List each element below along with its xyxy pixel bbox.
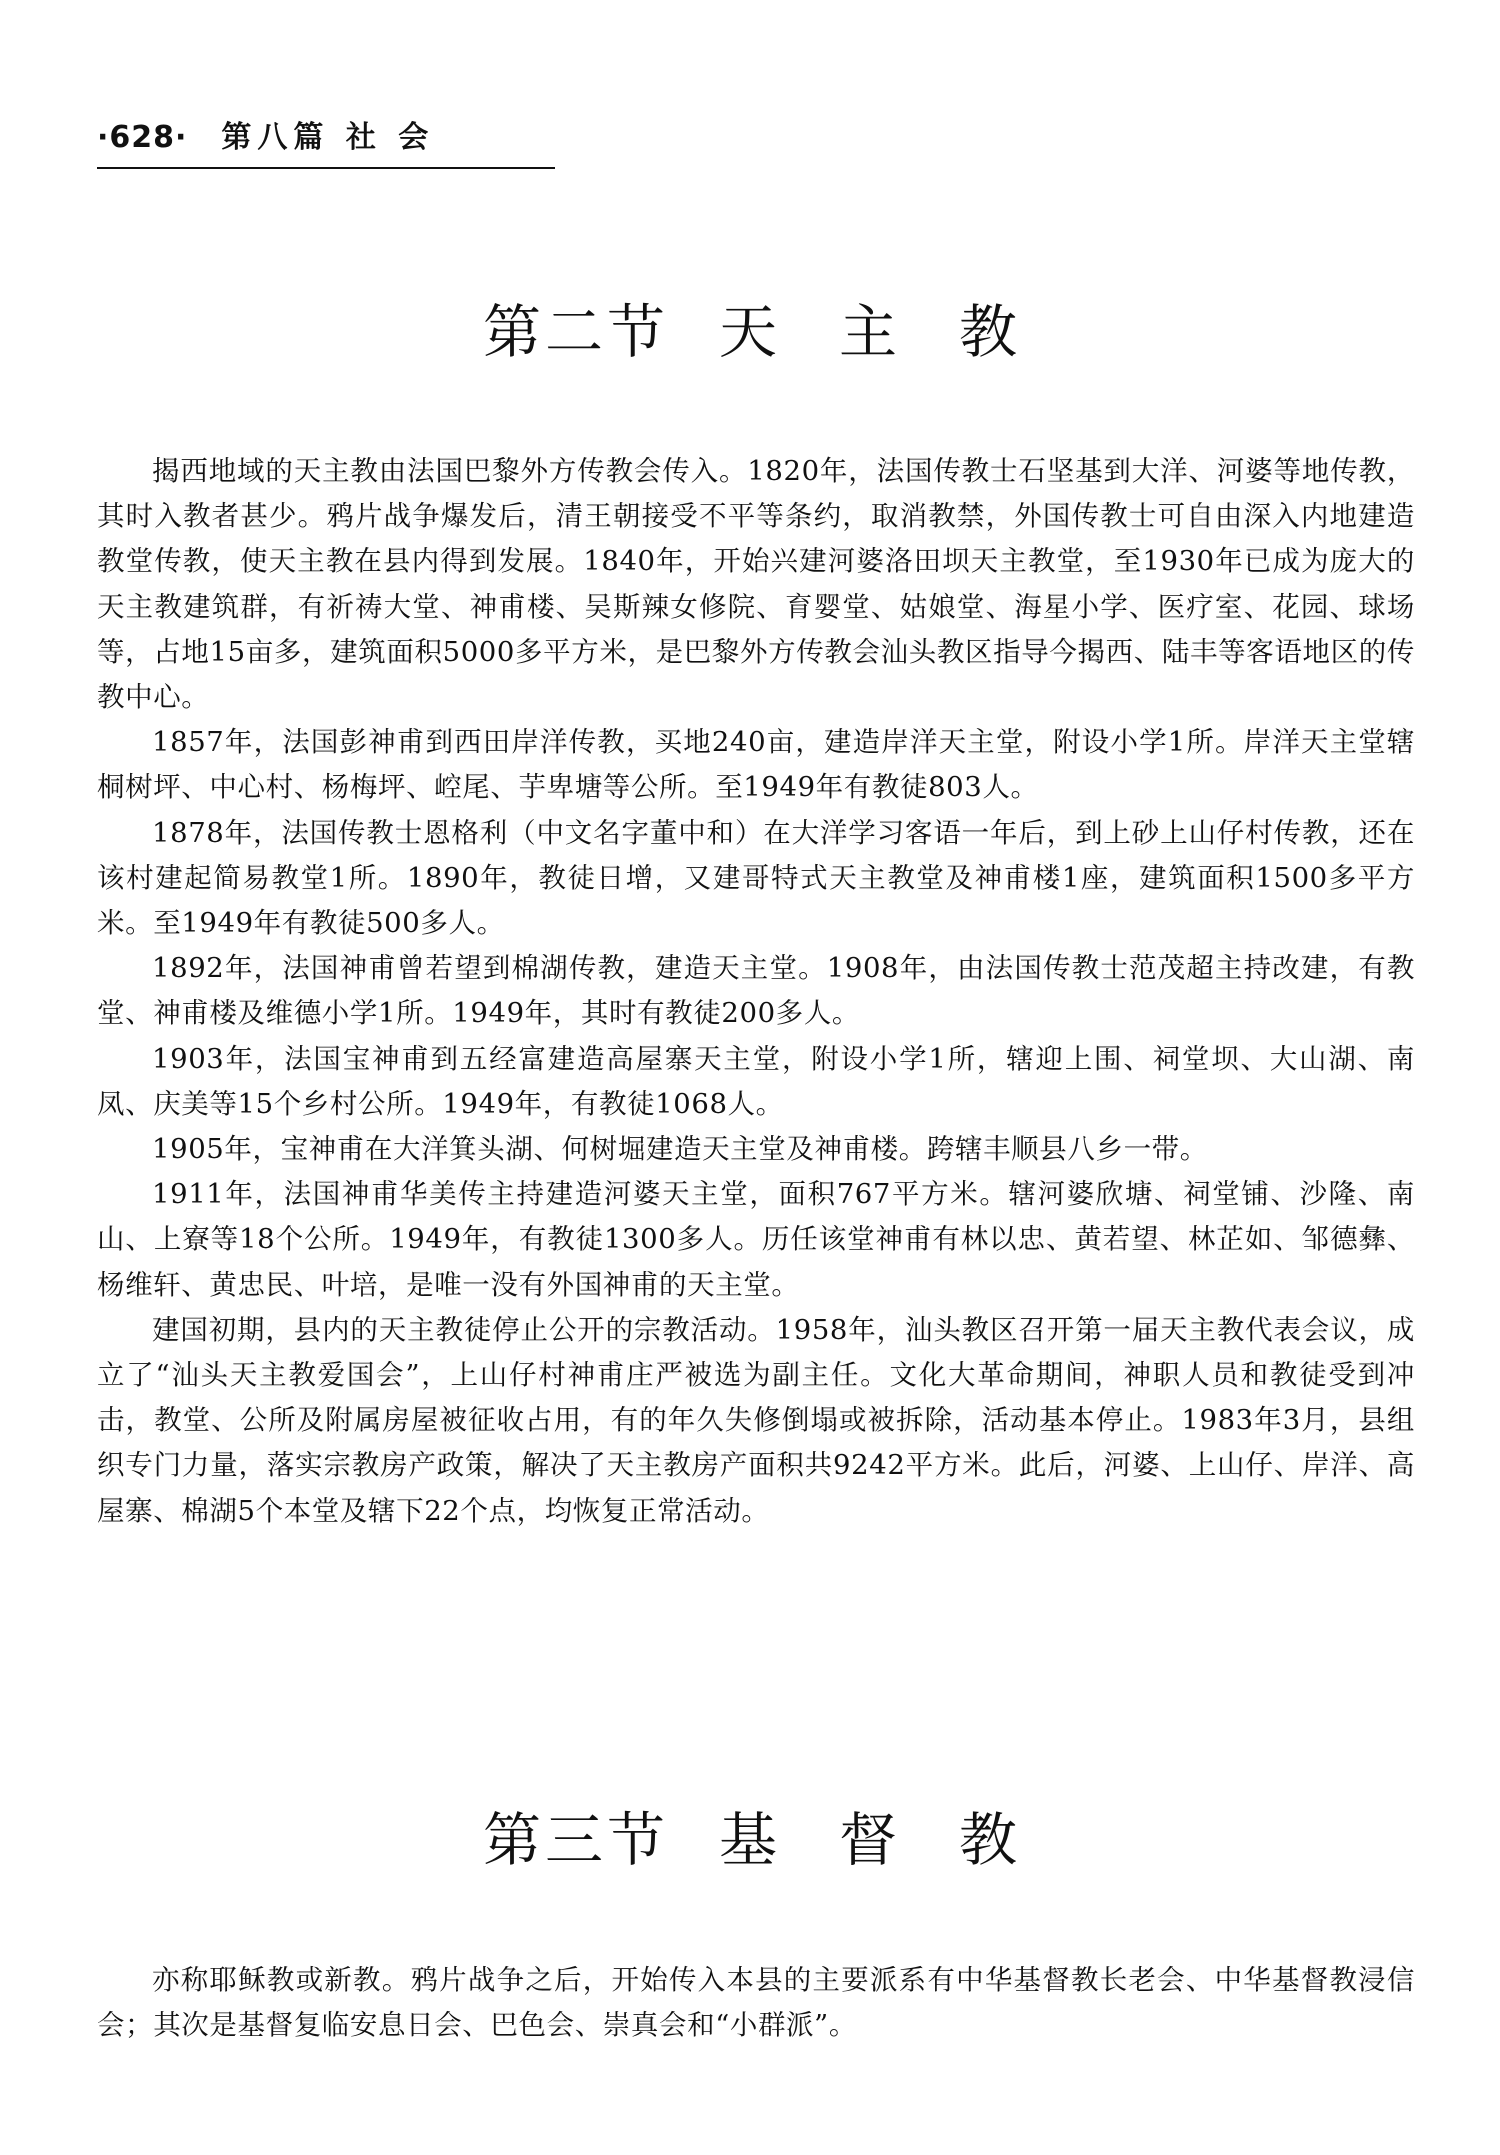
section-body-catholicism — [97, 449, 1415, 1534]
page-number: ·628· — [97, 120, 188, 155]
section-number: 第二节 — [482, 298, 669, 366]
paragraph: 揭西地域的天主教由法国巴黎外方传教会传入。1820年，法国传教士石坚基到大洋、河婆等地传教，其时入教者甚少。鸦片战争爆发后，清王朝接受不平等条约，取消教禁，外国传教士可自由深入内地建造教堂传教，使天主教在县内得到发展。1840年，开始兴建河婆洛田坝天主教堂，至1930年已成为庞大的天主教建筑群，有祈祷大堂、神甫楼、吴斯辣女修院、育婴堂、姑娘堂、海星小学、医疗室、花园、球场等，占地15亩多，建筑面积5000多平方米，是巴黎外方传教会汕头教区指导今揭西、陆丰等客语地区的传教中心。 — [97, 455, 1415, 714]
section-body-christianity — [97, 1958, 1415, 2048]
paragraph: 1892年，法国神甫曾若望到棉湖传教，建造天主堂。1908年，由法国传教士范茂超主持改建，有教堂、神甫楼及维德小学1所。1949年，其时有教徒200多人。 — [97, 952, 1415, 1030]
paragraph: 1903年，法国宝神甫到五经富建造高屋寨天主堂，附设小学1所，辖迎上围、祠堂坝、大山湖、南凤、庆美等15个乡村公所。1949年，有教徒1068人。 — [97, 1042, 1415, 1120]
section-name: 基督教 — [719, 1806, 1080, 1874]
running-header — [97, 112, 434, 162]
paragraph: 1878年，法国传教士恩格利（中文名字董中和）在大洋学习客语一年后，到上砂上山仔村传教，还在该村建起简易教堂1所。1890年，教徒日增，又建哥特式天主教堂及神甫楼1座，建筑面积1500多平方米。至1949年有教徒500多人。 — [97, 816, 1415, 940]
paragraph: 1857年，法国彭神甫到西田岸洋传教，买地240亩，建造岸洋天主堂，附设小学1所。岸洋天主堂辖桐树坪、中心村、杨梅坪、崆尾、芋卑塘等公所。至1949年有教徒803人。 — [97, 726, 1415, 804]
section-title-christianity — [0, 1793, 1500, 1877]
section-number: 第三节 — [482, 1806, 669, 1874]
paragraph: 亦称耶稣教或新教。鸦片战争之后，开始传入本县的主要派系有中华基督教长老会、中华基督教浸信会；其次是基督复临安息日会、巴色会、崇真会和“小群派”。 — [97, 1964, 1415, 2042]
section-name: 天主教 — [719, 298, 1080, 366]
header-rule — [97, 167, 555, 169]
part-title: 第八篇 社 会 — [221, 120, 435, 155]
paragraph: 1911年，法国神甫华美传主持建造河婆天主堂，面积767平方米。辖河婆欣塘、祠堂铺、沙隆、南山、上寮等18个公所。1949年，有教徒1300多人。历任该堂神甫有林以忠、黄若望、林芷如、邹德彝、杨维轩、黄忠民、叶培，是唯一没有外国神甫的天主堂。 — [97, 1178, 1415, 1301]
paragraph: 建国初期，县内的天主教徒停止公开的宗教活动。1958年，汕头教区召开第一届天主教代表会议，成立了“汕头天主教爱国会”，上山仔村神甫庄严被选为副主任。文化大革命期间，神职人员和教徒受到冲击，教堂、公所及附属房屋被征收占用，有的年久失修倒塌或被拆除，活动基本停止。1983年3月，县组织专门力量，落实宗教房产政策，解决了天主教房产面积共9242平方米。此后，河婆、上山仔、岸洋、高屋寨、棉湖5个本堂及辖下22个点，均恢复正常活动。 — [97, 1313, 1415, 1527]
section-title-catholicism — [0, 285, 1500, 369]
paragraph: 1905年，宝神甫在大洋箕头湖、何树堀建造天主堂及神甫楼。跨辖丰顺县八乡一带。 — [152, 1133, 1208, 1166]
